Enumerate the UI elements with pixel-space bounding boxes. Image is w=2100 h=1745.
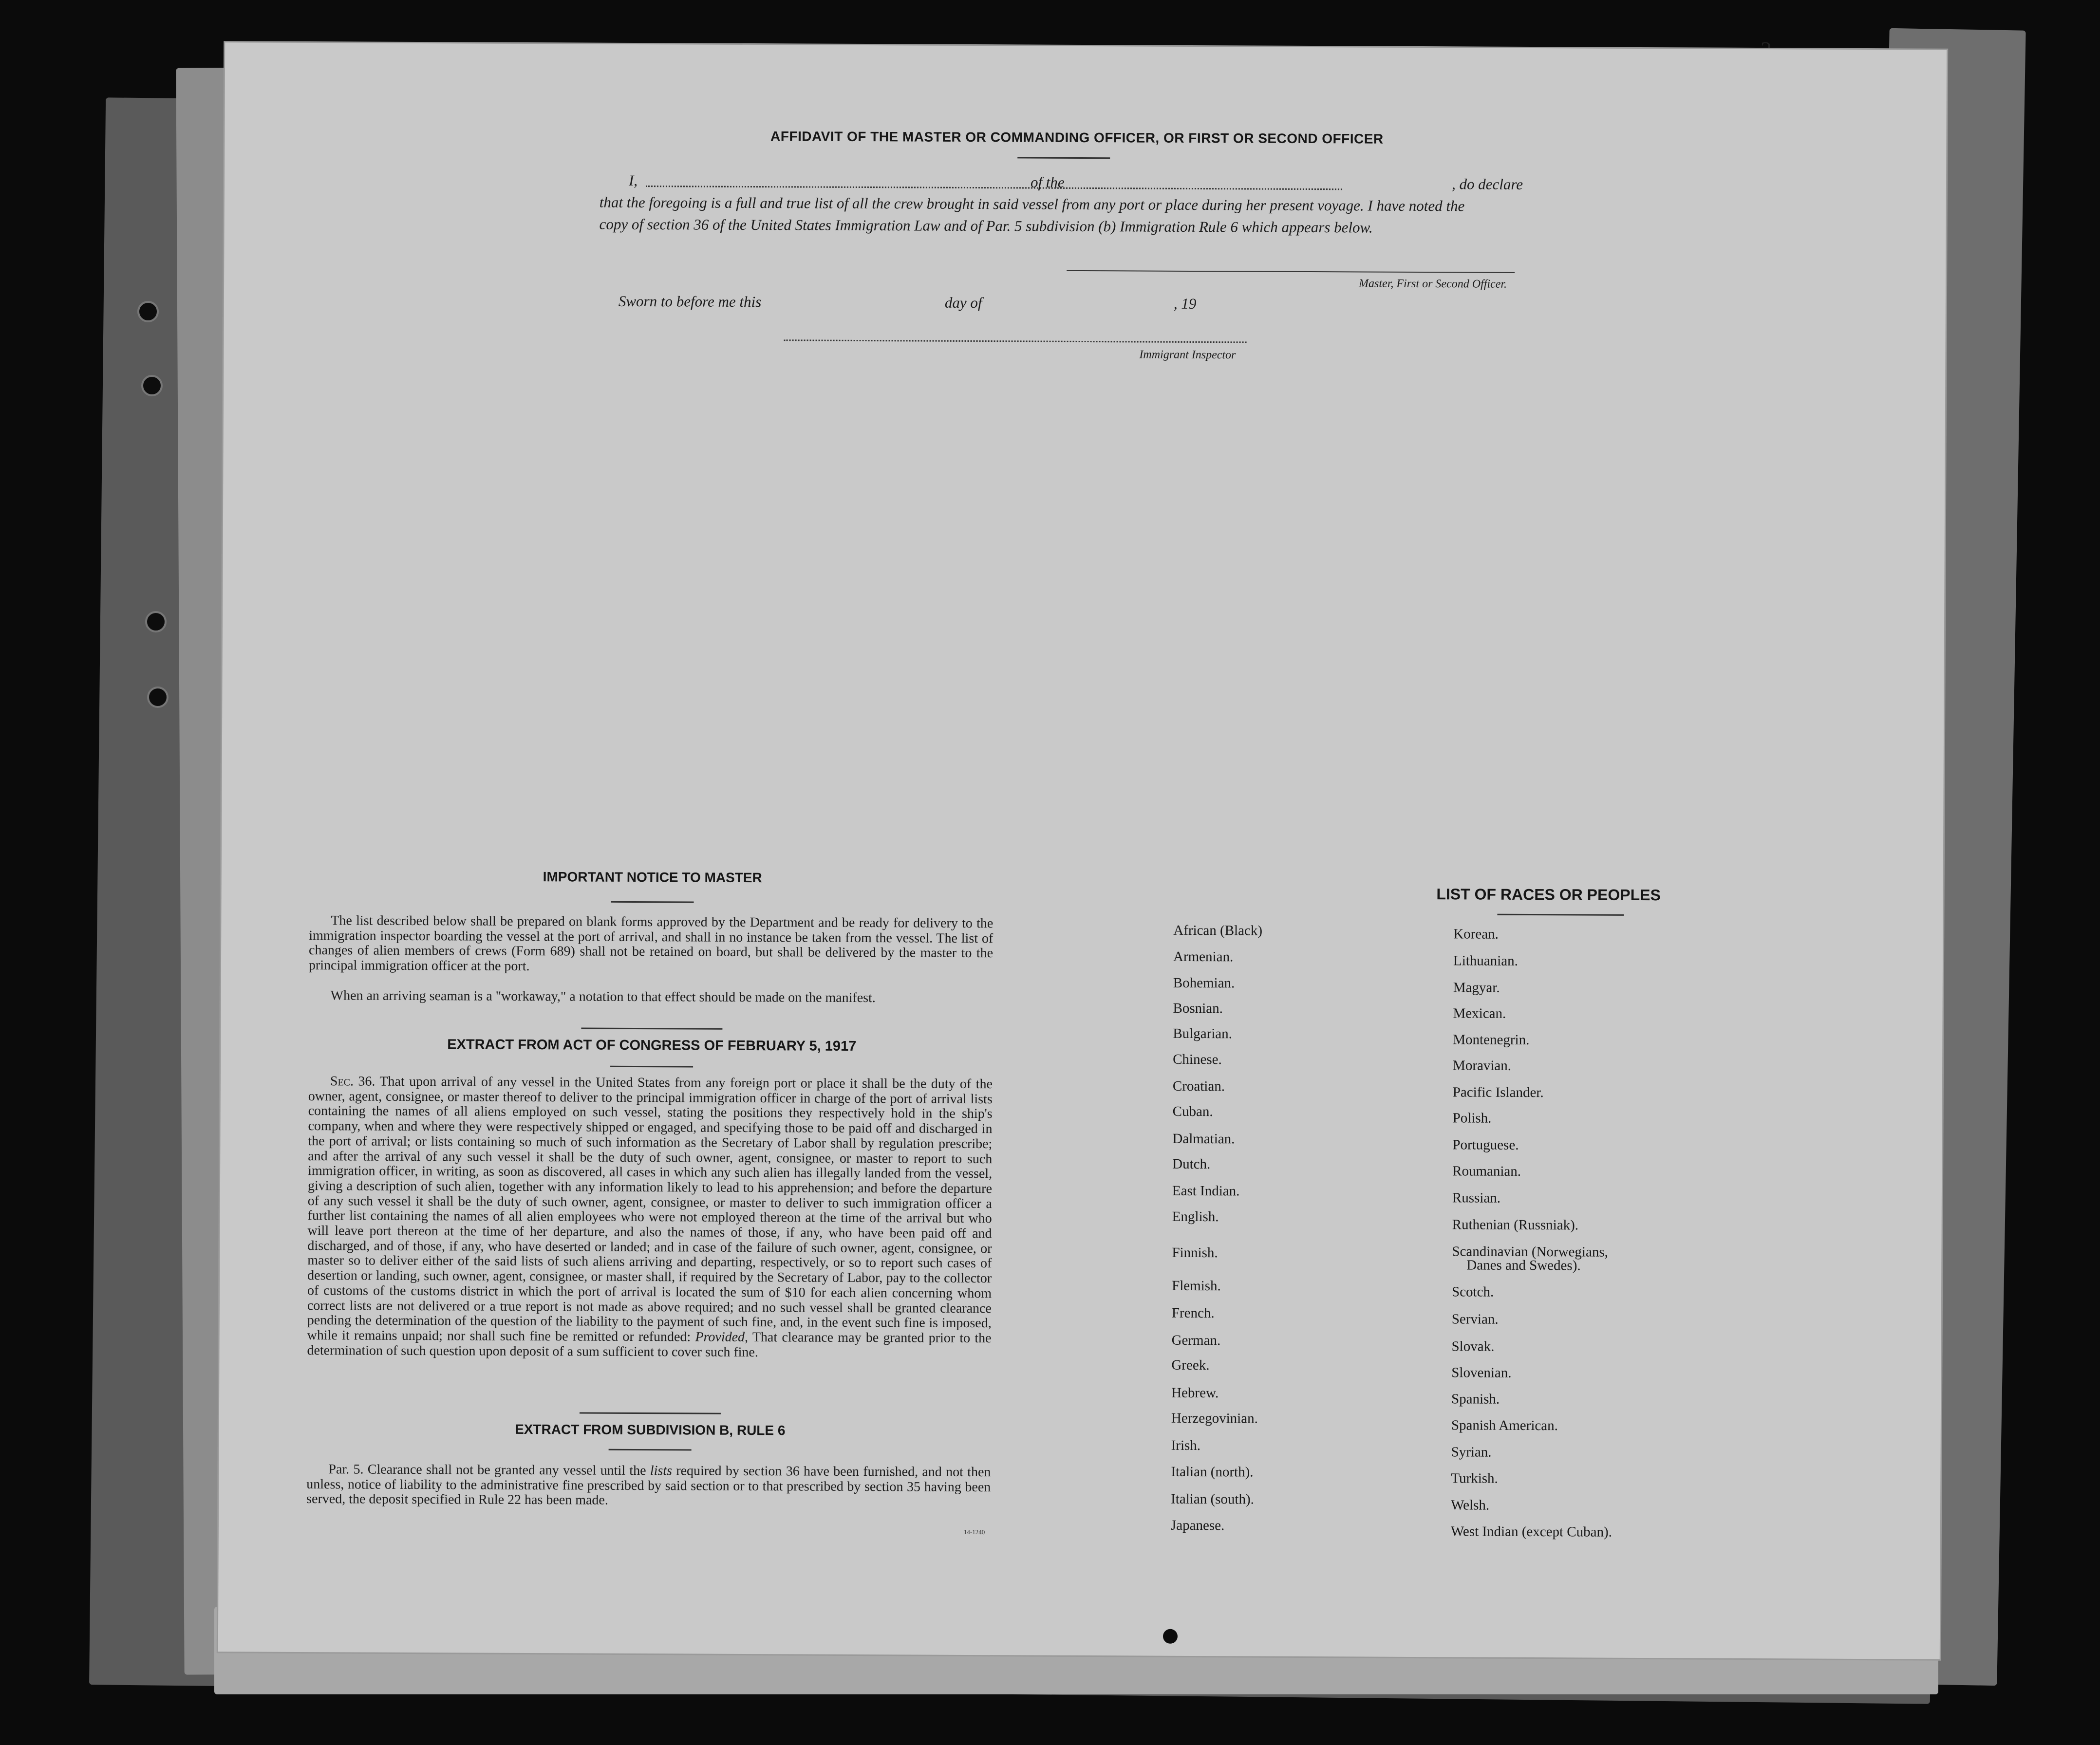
race-item: Welsh. [1451, 1497, 1490, 1513]
race-item: African (Black) [1173, 922, 1263, 939]
section-36-end: That clearance may be granted prior to the determination of such question upon deposit of a sum sufficient to cover such fine. [307, 1330, 992, 1360]
race-item: Roumanian. [1452, 1163, 1521, 1179]
sworn-label: Sworn to before me this [618, 292, 762, 311]
sworn-day-label: day of [944, 294, 982, 312]
name-blank-line [646, 186, 1342, 190]
race-item: Turkish. [1451, 1470, 1498, 1486]
rule-text-end: required by section 36 have been furnished, and not then unless, notice of liability to the administrative fine prescribed by said section or to that prescribed by section 35 having been served, the deposit specified in Rule 22 has been made. [306, 1463, 991, 1508]
divider [609, 1449, 692, 1451]
race-item: Finnish. [1172, 1244, 1218, 1261]
divider [611, 901, 694, 903]
punch-hole-icon [137, 301, 159, 322]
rule-text-start: Par. 5. Clearance shall not be granted any vessel until the [328, 1462, 646, 1479]
race-item: West Indian (except Cuban). [1450, 1523, 1612, 1540]
affidavit-line-3: copy of section 36 of the United States Immigration Law and of Par. 5 subdivision (b) Immigration Rule 6 which appears below. [599, 215, 1373, 236]
race-item: Pacific Islander. [1452, 1084, 1544, 1101]
race-item: Japanese. [1170, 1517, 1225, 1534]
race-item: East Indian. [1172, 1183, 1240, 1199]
race-item: Bulgarian. [1173, 1025, 1233, 1042]
race-item: Bosnian. [1173, 1000, 1223, 1017]
race-item: Cuban. [1172, 1103, 1213, 1120]
race-item: Servian. [1451, 1311, 1499, 1327]
lists-word: lists [650, 1463, 673, 1479]
race-item: Moravian. [1453, 1058, 1512, 1074]
provided-word: Provided, [695, 1329, 749, 1345]
race-item: Italian (north). [1171, 1464, 1254, 1480]
ink-blot [1163, 1629, 1178, 1644]
punch-hole-icon [145, 611, 167, 632]
race-item: Italian (south). [1171, 1491, 1254, 1507]
section-label: Sec. 36. [330, 1074, 375, 1089]
race-item: Russian. [1452, 1190, 1501, 1206]
race-item: German. [1171, 1332, 1221, 1349]
race-item: Spanish American. [1451, 1417, 1558, 1434]
race-item: Polish. [1452, 1110, 1492, 1126]
race-item-continued: Danes and Swedes). [1466, 1257, 1581, 1274]
affidavit-title: AFFIDAVIT OF THE MASTER OR COMMANDING OFFICER, OR FIRST OR SECOND OFFICER [770, 129, 1384, 147]
race-item: Magyar. [1453, 980, 1500, 996]
affidavit-line-2: that the foregoing is a full and true list of all the crew brought in said vessel from any port or place during her present voyage. I have noted the [599, 193, 1465, 215]
race-item: Dalmatian. [1172, 1131, 1235, 1147]
affidavit-declare-label: , do declare [1451, 175, 1523, 193]
notice-paragraph-2: When an arriving seaman is a "workaway," a notation to that effect should be made on the manifest. [330, 988, 876, 1006]
form-number: 14-1240 [963, 1528, 985, 1536]
race-item: Korean. [1453, 926, 1499, 942]
race-item: Chinese. [1173, 1051, 1222, 1068]
race-item: Mexican. [1453, 1005, 1506, 1021]
race-item: Slovenian. [1451, 1365, 1512, 1381]
inspector-label: Immigrant Inspector [1139, 348, 1236, 362]
race-item: English. [1172, 1208, 1219, 1225]
race-item: Scotch. [1451, 1284, 1494, 1300]
divider [580, 1412, 721, 1414]
race-item: Slovak. [1451, 1338, 1495, 1355]
race-item: Lithuanian. [1453, 953, 1518, 969]
divider [610, 1066, 693, 1068]
manifest-page [218, 42, 1947, 1659]
race-item: Spanish. [1451, 1391, 1500, 1407]
notice-title: IMPORTANT NOTICE TO MASTER [543, 869, 762, 886]
inspector-signature-line [784, 339, 1247, 343]
race-item: Portuguese. [1452, 1137, 1519, 1153]
race-item: French. [1171, 1305, 1215, 1321]
affidavit-of-label: of the [1030, 173, 1065, 191]
race-item: Hebrew. [1171, 1385, 1219, 1401]
act-extract-title: EXTRACT FROM ACT OF CONGRESS OF FEBRUARY 5, 1917 [447, 1037, 857, 1054]
race-item: Flemish. [1172, 1278, 1221, 1294]
race-item: Ruthenian (Russniak). [1452, 1217, 1579, 1233]
race-item: Montenegrin. [1453, 1032, 1530, 1048]
race-item: Croatian. [1172, 1078, 1225, 1095]
races-title: LIST OF RACES OR PEOPLES [1436, 885, 1661, 904]
signature-line [1067, 270, 1515, 273]
affidavit-i-label: I, [628, 171, 638, 189]
signature-label: Master, First or Second Officer. [1359, 277, 1507, 291]
race-item: Syrian. [1451, 1444, 1492, 1460]
race-item: Armenian. [1173, 948, 1234, 965]
sworn-year-label: , 19 [1173, 295, 1197, 313]
rule-paragraph [306, 1462, 991, 1510]
punch-hole-icon [147, 687, 169, 708]
race-item: Irish. [1171, 1437, 1201, 1454]
race-item: Scandinavian (Norwegians, [1452, 1244, 1608, 1260]
punch-hole-icon [141, 375, 163, 396]
notice-paragraph-1: The list described below shall be prepared on blank forms approved by the Department and be ready for delivery to the immigration inspector boarding the vessel at the port of arrival, and shall in no instance be taken from the vessel. The list of changes of alien members of crews (Form 689) shall not be retained on board, but shall be delivered by the master to the principal immigration officer at the port. [308, 913, 994, 974]
divider [1497, 914, 1624, 916]
race-item: Herzegovinian. [1171, 1410, 1258, 1427]
divider [1017, 157, 1110, 159]
rule-extract-title: EXTRACT FROM SUBDIVISION B, RULE 6 [515, 1421, 786, 1438]
section-36-body: That upon arrival of any vessel in the United States from any foreign port or place it shall be the duty of the owner, agent, consignee, or master thereof to deliver to the principal immigration officer in charge of the port of arrival lists containing the names of all aliens employed on such vessel, stating the positions they respectively hold in the ship's company, when and where they were respectively shipped or engaged, and specifying those to be paid off and discharged in the port of arrival; or lists containing so much of such information as the Secretary of Labor shall by regulation prescribe; and after the arrival of any such vessel it shall be the duty of such owner, agent, consignee, or master to report to such immigration officer, in writing, as soon as discovered, all cases in which any such alien has illegally landed from the vessel, giving a description of such alien, together with any information likely to lead to his apprehension; and before the departure of any such vessel it shall be the duty of such owner, agent, consignee, or master to deliver to such immigration officer a further list containing the names of all alien employees who were not employed thereon at the time of the arrival but who will leave port thereon at the time of her departure, and also the names of those, if any, who have been paid off and discharged, and of those, if any, who have deserted or landed; and in case of the failure of such owner, agent, consignee, or master so to deliver either of the said lists of such aliens arriving and departing, respectively, or so to report such cases of desertion or landing, such owner, agent, consignee, or master shall, if required by the Secretary of Labor, pay to the collector of customs of the customs district in which the port of arrival is located the sum of $10 for each alien concerning whom correct lists are not delivered or a true report is not made as above required; and no such vessel shall be granted clearance pending the determination of the question of the liability to the payment of such fine, and, in the event such fine is imposed, while it remains unpaid; nor shall such fine be remitted or refunded: [307, 1074, 993, 1345]
race-item: Dutch. [1172, 1156, 1211, 1172]
race-item: Greek. [1171, 1357, 1210, 1374]
race-item: Bohemian. [1173, 975, 1235, 991]
divider [581, 1028, 722, 1030]
section-36-text [307, 1074, 993, 1361]
